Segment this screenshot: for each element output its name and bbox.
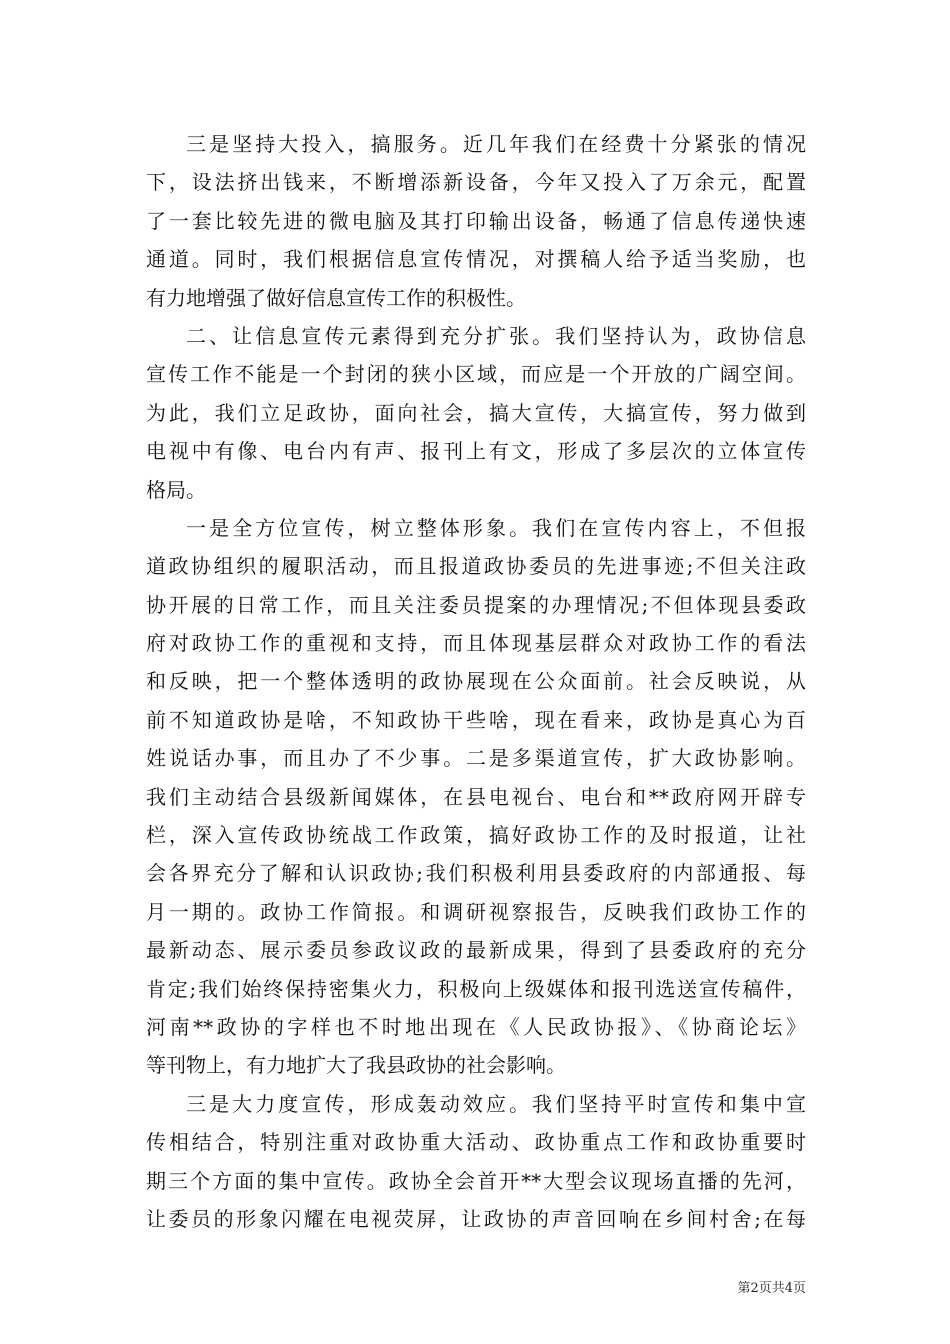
page-number-footer: 第2页共4页 — [737, 1281, 806, 1296]
paragraph-2 — [146, 317, 806, 509]
text-line: 协开展的日常工作，而且关注委员提案的办理情况;不但体现县委政 — [146, 592, 806, 617]
text-line: 让委员的形象闪耀在电视荧屏，让政协的声音回响在乡间村舍;在每 — [146, 1206, 806, 1231]
text-line: 传相结合，特别注重对政协重大活动、政协重点工作和政协重要时 — [146, 1130, 806, 1155]
text-line: 了一套比较先进的微电脑及其打印输出设备，畅通了信息传递快速 — [146, 208, 806, 233]
text-line: 期三个方面的集中宣传。政协全会首开**大型会议现场直播的先河， — [146, 1168, 806, 1193]
text-line: 道政协组织的履职活动，而且报道政协委员的先进事迹;不但关注政 — [146, 554, 806, 579]
text-line: 我们主动结合县级新闻媒体，在县电视台、电台和**政府网开辟专 — [146, 784, 806, 809]
body-text — [146, 125, 806, 1238]
text-line: 前不知道政协是啥，不知政协干些啥，现在看来，政协是真心为百 — [146, 707, 806, 732]
text-line: 一是全方位宣传，树立整体形象。我们在宣传内容上，不但报 — [186, 515, 806, 540]
text-line: 下，设法挤出钱来，不断增添新设备，今年又投入了万余元，配置 — [146, 170, 806, 195]
text-line: 会各界充分了解和认识政协;我们积极利用县委政府的内部通报、每 — [146, 861, 806, 886]
text-line: 宣传工作不能是一个封闭的狭小区域，而应是一个开放的广阔空间。 — [146, 362, 806, 387]
text-line: 月一期的。政协工作简报。和调研视察报告，反映我们政协工作的 — [146, 899, 806, 924]
paragraph-1 — [146, 125, 806, 317]
text-line: 栏，深入宣传政协统战工作政策，搞好政协工作的及时报道，让社 — [146, 823, 806, 848]
text-line: 通道。同时，我们根据信息宣传情况，对撰稿人给予适当奖励，也 — [146, 247, 806, 272]
text-line: 三是大力度宣传，形成轰动效应。我们坚持平时宣传和集中宣 — [186, 1091, 806, 1116]
text-line: 三是坚持大投入，搞服务。近几年我们在经费十分紧张的情况 — [186, 132, 806, 156]
paragraph-4 — [146, 1085, 806, 1239]
text-line: 最新动态、展示委员参政议政的最新成果，得到了县委政府的充分 — [146, 938, 806, 963]
text-line: 肯定;我们始终保持密集火力，积极向上级媒体和报刊选送宣传稿件， — [146, 976, 806, 1001]
text-line: 姓说话办事，而且办了不少事。二是多渠道宣传，扩大政协影响。 — [146, 746, 806, 771]
text-line: 等刊物上，有力地扩大了我县政协的社会影响。 — [146, 1053, 566, 1078]
text-line: 为此，我们立足政协，面向社会，搞大宣传，大搞宣传，努力做到 — [146, 400, 806, 425]
text-line: 电视中有像、电台内有声、报刊上有文，形成了多层次的立体宣传 — [146, 439, 806, 464]
text-line: 府对政协工作的重视和支持，而且体现基层群众对政协工作的看法 — [146, 631, 806, 656]
text-line: 有力地增强了做好信息宣传工作的积极性。 — [146, 285, 526, 310]
text-line: 格局。 — [146, 477, 206, 502]
paragraph-3 — [146, 509, 806, 1085]
text-line: 和反映，把一个整体透明的政协展现在公众面前。社会反映说，从 — [146, 669, 806, 694]
text-line: 河南**政协的字样也不时地出现在《人民政协报》、《协商论坛》 — [146, 1014, 806, 1039]
text-line: 二、让信息宣传元素得到充分扩张。我们坚持认为，政协信息 — [186, 323, 806, 348]
